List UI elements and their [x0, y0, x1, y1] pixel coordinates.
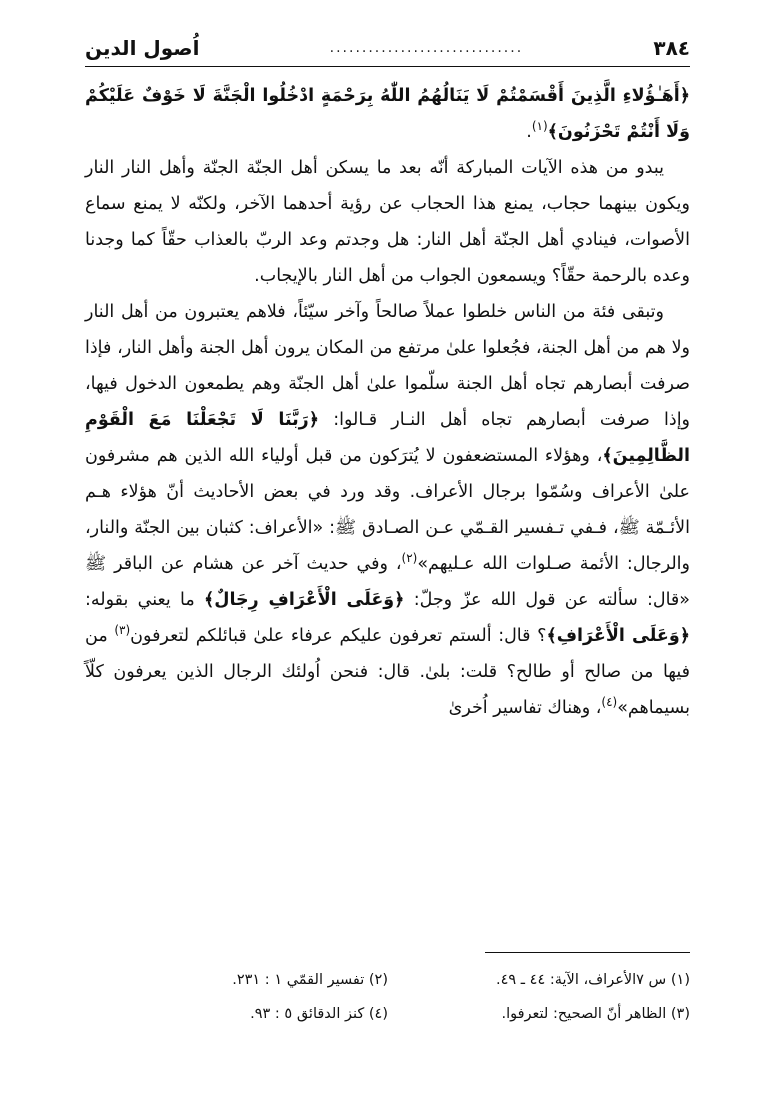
quran-verse: ﴿وَعَلَى الْأَعْرَافِ﴾	[546, 626, 690, 646]
paragraph-verse-1	[85, 78, 690, 150]
paragraph-2: يبدو من هذه الآيات المباركة أنّه بعد ما يسكن أهل الجنّة الجنّة وأهل النار النار ويكون بينهما حجاب، يمنع هذا الحجاب عن رؤية أحدهما الآخر، ولكنّه لا يمنع سماع الأصوات، فينادي أهل الجنّة أهل النار: هل وجدتم وعد الربّ بالعذاب حقّاً كما وجدنا وعده بالرحمة حقّاً؟ ويسمعون الجواب من أهل النار بالإيجاب.	[85, 158, 690, 286]
footnote-ref-3[interactable]: (٣)	[114, 623, 131, 638]
footnote-ref-1[interactable]: (١)	[531, 119, 548, 134]
quran-verse: ﴿وَعَلَى الْأَعْرَافِ رِجَالٌ﴾	[204, 590, 405, 610]
quran-verse: ﴿أَهَـٰؤُلاءِ الَّذِينَ أَقْسَمْتُمْ لَا يَنَالُهُمُ اللّٰهُ بِرَحْمَةٍ ادْخُلُوا الْجَنَّةَ لَا خَوْفٌ عَلَيْكُمْ وَلَا أَنْتُمْ تَحْزَنُونَ﴾	[85, 86, 690, 142]
footnotes	[85, 963, 690, 1031]
paragraph-3-part-d: ما يعني بقوله:	[85, 590, 195, 610]
footnote-3: (٣) الظاهر أنّ الصحيح: لتعرفوا.	[501, 1006, 690, 1022]
paragraph-3-part-e: ؟ قال: ألستم تعرفون عليكم عرفاء علىٰ قبائلكم لتعرفون	[130, 626, 547, 646]
paragraph-3-part-b: ، وهؤلاء المستضعفون لا يُترَكون من قبل أولياء الله الذين هم مشرفون علىٰ الأعراف وسُمّوا برجال الأعراف. وقد ورد في بعض الأحاديث أنّ هؤلاء هـم الأئـمّة ﷺ، فـفي تـفسير القـمّي عـن الصـادق ﷺ: «الأعراف: كثبان بين الجنّة والنار، والرجال: الأئمة صـلوات الله عـليهم»	[85, 446, 690, 574]
header-dot-leader: ..............................	[329, 40, 524, 56]
footnote-row	[85, 997, 690, 1031]
footnote-row	[85, 963, 690, 997]
paragraph-3-part-c: ، وفي حديث آخر عن هشام عن الباقر ﷺ «قال: سألته عن قول الله عزّ وجلّ:	[85, 554, 690, 610]
page-header	[85, 30, 690, 67]
page-number: ٣٨٤	[653, 36, 690, 60]
paragraph-3-part-a: وتبقى فئة من الناس خلطوا عملاً صالحاً وآخر سيّئاً، فلاهم يعتبرون من أهل النار ولا هم من أهل الجنة، فجُعلوا علىٰ مرتفع من المكان يرون أهل الجنة وأهل النار، فإذا صرفت أبصارهم تجاه أهل الجنة سلّموا علىٰ أهل الجنّة وهم يطمعون الدخول فيها، وإذا صرفت أبصارهم تجاه أهل النـار قـالوا:	[85, 302, 691, 430]
footnote-2: (٢) تفسير القمّي ١ : ٢٣١.	[232, 972, 388, 988]
footnote-4: (٤) كنز الدقائق ٥ : ٩٣.	[250, 1006, 388, 1022]
page-body	[85, 78, 690, 726]
paragraph-3-part-g: ، وهناك تفاسير اُخرىٰ	[448, 698, 602, 718]
footnote-1: (١) س ٧الأعراف، الآية: ٤٤ ـ ٤٩.	[496, 972, 690, 988]
footnote-ref-2[interactable]: (٢)	[401, 551, 418, 566]
paragraph-3	[85, 294, 690, 726]
quran-verse: ﴿رَبَّنَا لَا تَجْعَلْنَا مَعَ الْقَوْمِ الظَّالِمِينَ﴾	[85, 410, 690, 466]
footnote-ref-4[interactable]: (٤)	[601, 695, 618, 710]
footnote-divider	[485, 952, 690, 953]
period: .	[526, 122, 532, 142]
paragraph-3-part-f: من فيها من صالح أو طالح؟ قلت: بلىٰ. قال: فنحن اُولئك الرجال الذين يعرفون كلّاً بسيماهم»	[85, 626, 690, 718]
running-title: اُصول الدين	[85, 36, 200, 60]
